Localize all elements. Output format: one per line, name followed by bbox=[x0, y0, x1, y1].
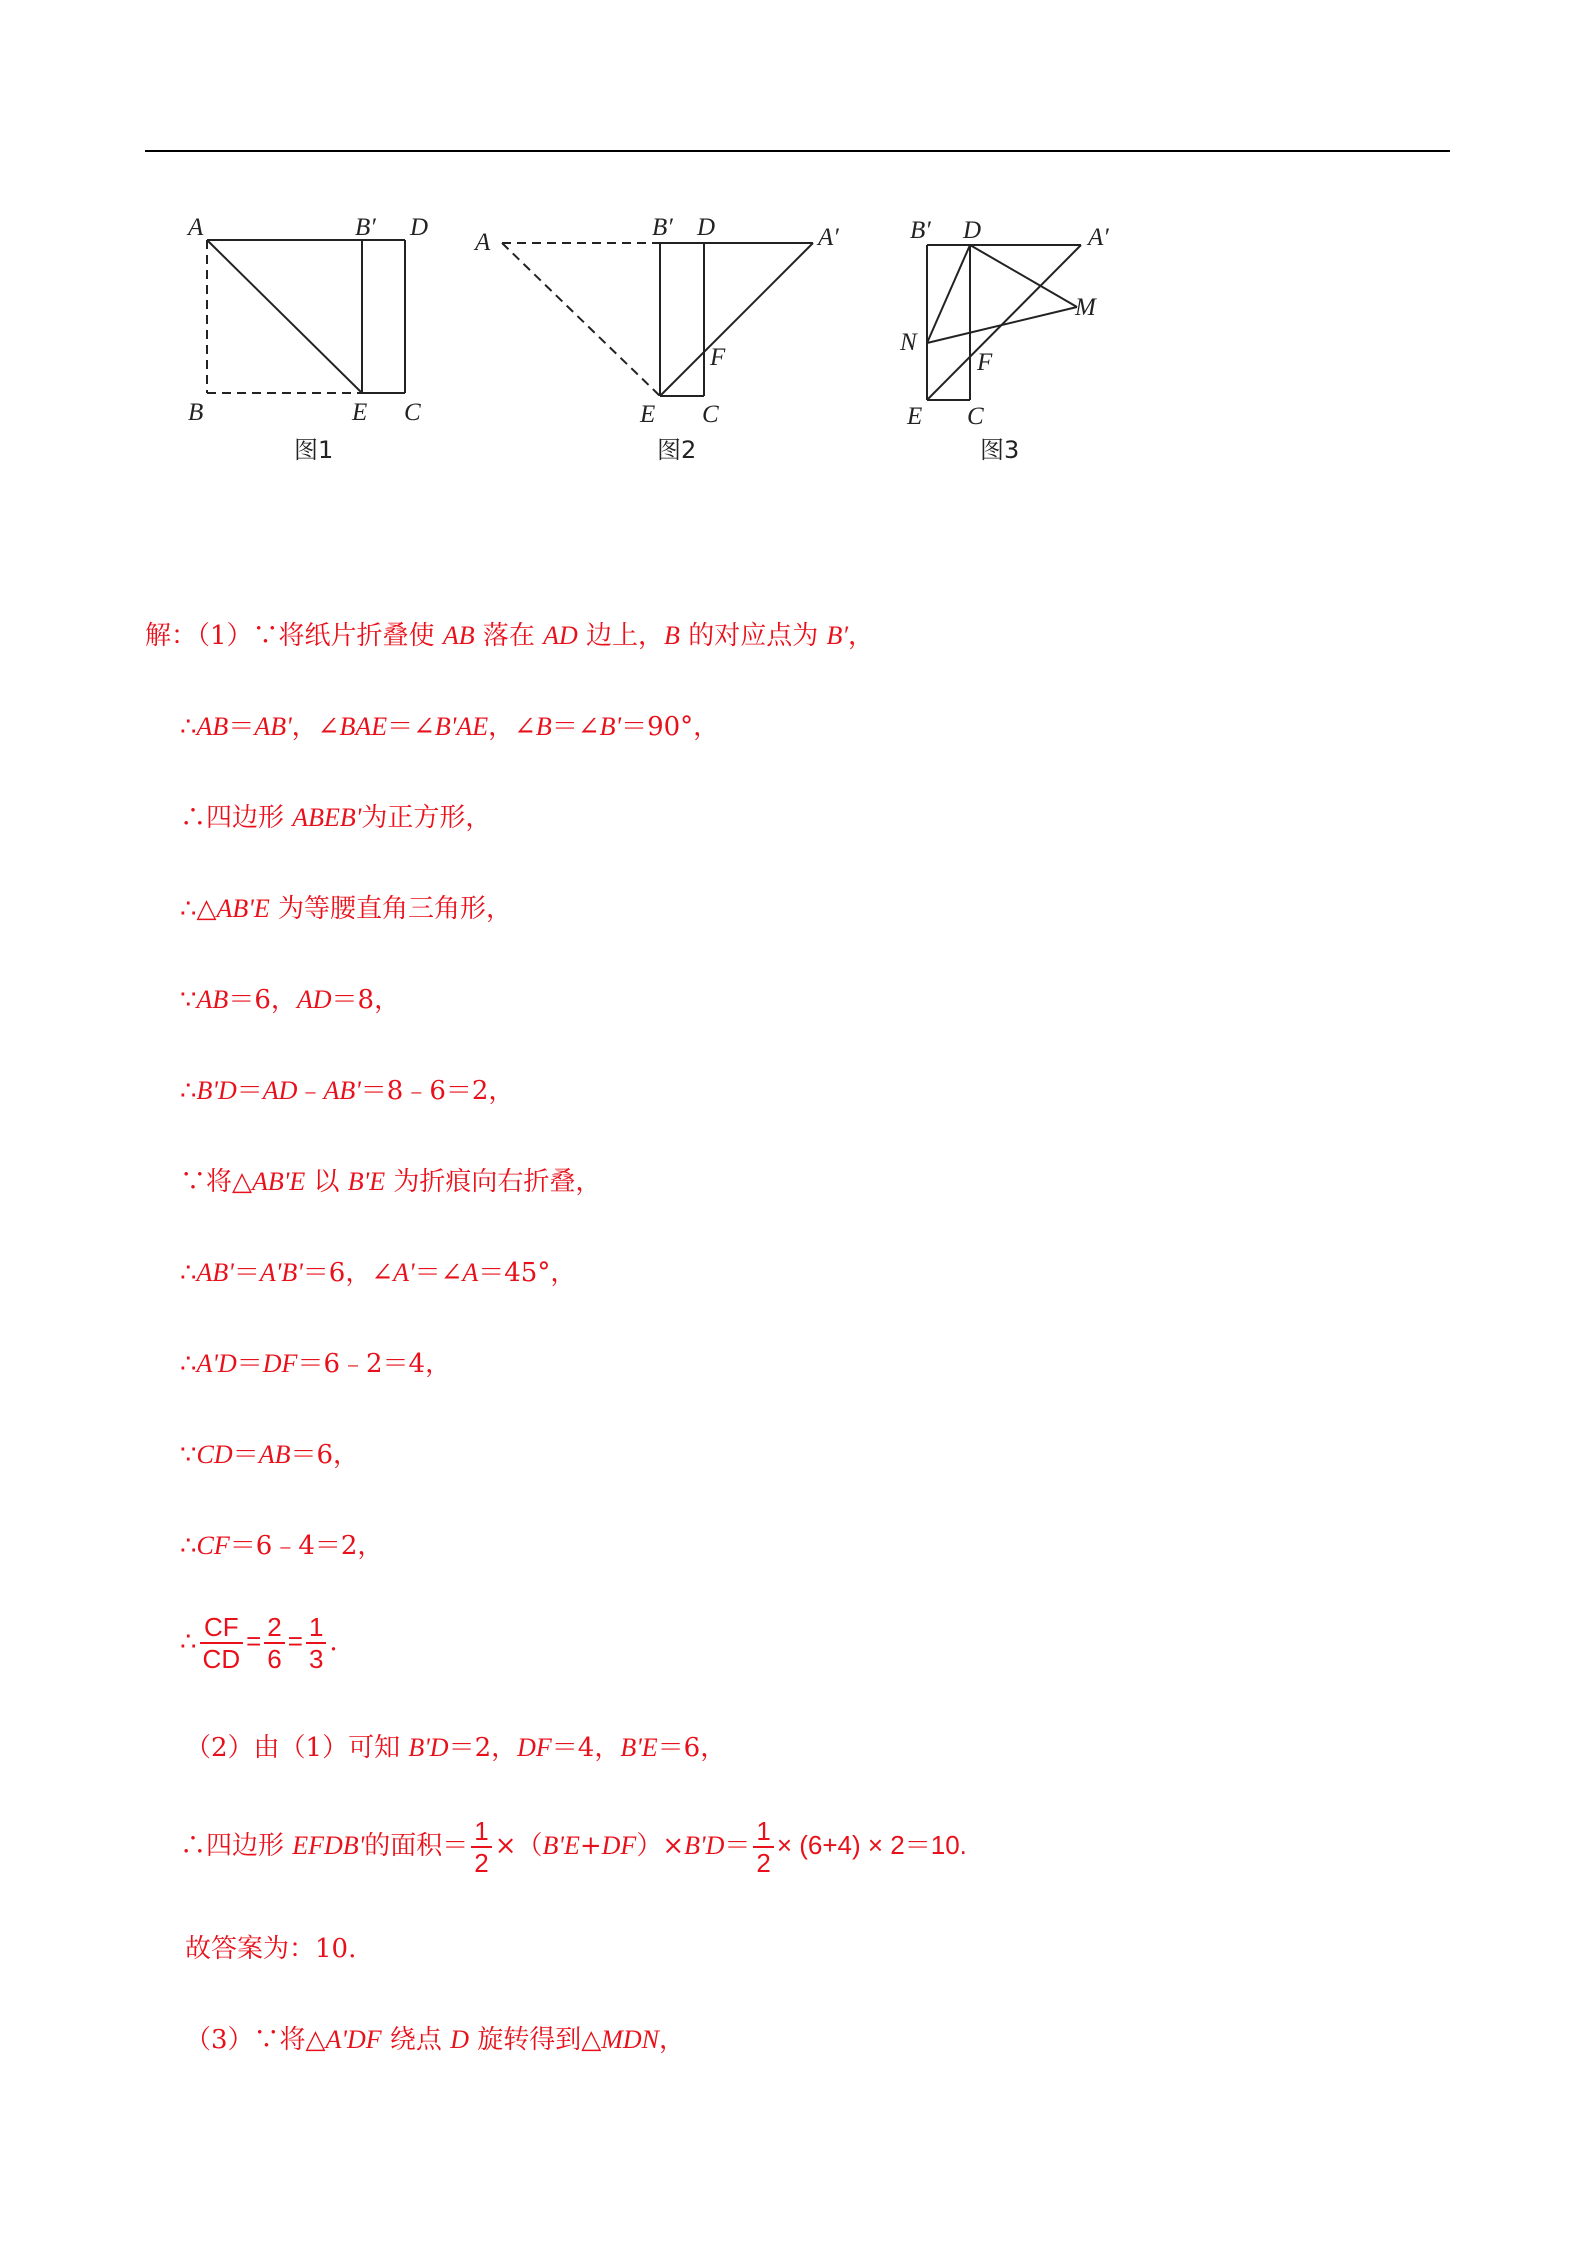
figure-1 bbox=[180, 200, 460, 474]
figure-3 bbox=[885, 200, 1125, 474]
solution-line-1: 解：（1）∵将纸片折叠使 AB 落在 AD 边上，B 的对应点为 B′， bbox=[145, 621, 875, 651]
solution-line-9: ∴A'D＝DF＝6﹣2＝4， bbox=[180, 1349, 452, 1379]
label-B-prime: B′ bbox=[910, 217, 931, 244]
label-C: C bbox=[702, 401, 719, 428]
figure-2-caption: 图2 bbox=[657, 436, 697, 464]
solution-line-13: （2）由（1）可知 B'D＝2，DF＝4，B'E＝6， bbox=[185, 1733, 727, 1763]
label-M: M bbox=[1075, 294, 1096, 321]
label-D: D bbox=[697, 214, 716, 241]
label-E: E bbox=[352, 399, 368, 426]
solution-line-3: ∴四边形 ABEB'为正方形， bbox=[180, 803, 492, 833]
label-B-prime: B′ bbox=[652, 214, 673, 241]
solution-line-11: ∴CF＝6﹣4＝2， bbox=[180, 1531, 384, 1561]
fraction-cf-cd: $\frac{CF}{CD}$ bbox=[200, 1612, 244, 1674]
figure-2 bbox=[470, 200, 860, 474]
label-B: B bbox=[188, 399, 204, 426]
fraction-1-3: $\frac{1}{3}$ bbox=[306, 1612, 326, 1674]
solution-line-2: ∴AB＝AB'，∠BAE＝∠B'AE，∠B＝∠B'＝90°， bbox=[180, 712, 720, 742]
solution-line-10: ∵CD＝AB＝6， bbox=[180, 1440, 359, 1470]
label-E: E bbox=[907, 403, 923, 430]
fraction-2-6: $\frac{2}{6}$ bbox=[264, 1612, 284, 1674]
label-F: F bbox=[977, 349, 993, 376]
fraction-1-2-second: $\frac{1}{2}$ bbox=[753, 1816, 773, 1878]
label-D: D bbox=[963, 217, 982, 244]
label-N: N bbox=[900, 329, 917, 356]
label-A-prime: A′ bbox=[818, 224, 839, 251]
solution-line-6: ∴B'D＝AD﹣AB'＝8﹣6＝2， bbox=[180, 1076, 515, 1106]
label-C: C bbox=[967, 403, 984, 430]
solution-line-7: ∵将△AB'E 以 B'E 为折痕向右折叠， bbox=[180, 1167, 602, 1197]
label-A: A bbox=[475, 229, 491, 256]
solution-line-15: 故答案为：10. bbox=[185, 1934, 357, 1964]
solution-line-5: ∵AB＝6，AD＝8， bbox=[180, 985, 401, 1015]
label-C: C bbox=[404, 399, 421, 426]
fraction-1-2: $\frac{1}{2}$ bbox=[471, 1816, 491, 1878]
solution-line-12: ∴ $\frac{CF}{CD}$ = $\frac{2}{6}$ = $\frac{1}{3}$ . bbox=[180, 1612, 338, 1674]
label-B-prime: B′ bbox=[355, 214, 376, 241]
figure-3-caption: 图3 bbox=[980, 436, 1020, 464]
label-D: D bbox=[410, 214, 429, 241]
solution-line-8: ∴AB'＝A'B'＝6，∠A'＝∠A＝45°， bbox=[180, 1258, 577, 1288]
label-F: F bbox=[710, 344, 726, 371]
label-A: A bbox=[188, 214, 204, 241]
label-E: E bbox=[640, 401, 656, 428]
solution-line-14: ∴四边形 EFDB'的面积＝ $\frac{1}{2}$ ×（B'E+DF）×B'D＝ $\frac{1}{2}$ × (6+4) × 2＝10. bbox=[180, 1816, 967, 1878]
label-A-prime: A′ bbox=[1088, 224, 1109, 251]
solution-line-16: （3）∵将△A'DF 绕点 D 旋转得到△MDN， bbox=[185, 2025, 686, 2055]
solution-line-4: ∴△AB'E 为等腰直角三角形， bbox=[180, 894, 513, 924]
figure-1-caption: 图1 bbox=[294, 436, 334, 464]
header-rule bbox=[145, 150, 1450, 152]
